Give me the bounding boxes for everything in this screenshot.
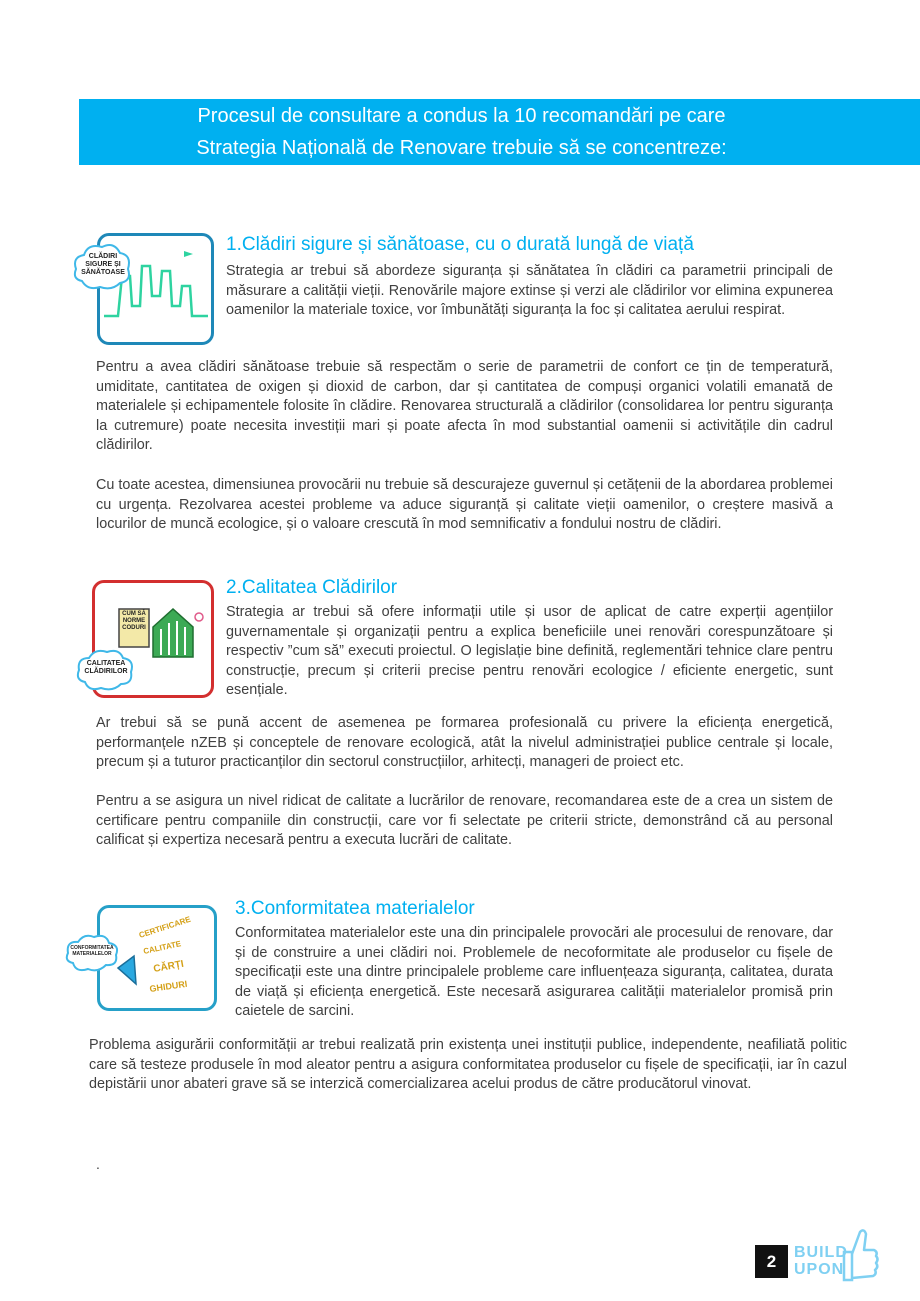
section-2-intro: Strategia ar trebui să ofere informații utile și usor de aplicat de catre experții agențiilor guvernamentale și organizații pentru a explica beneficiile unei renovări corespunzătoare și respectiv ”cum să” executi proiectul. O legislație bine definită, reglementări tehnice clare pentru construcție, precum și criterii precise pentru renovări ecologice / eficiente energetic, sunt esențiale. xyxy=(226,604,833,699)
banner-line-2: Strategia Națională de Renovare trebuie să se concentreze: xyxy=(196,137,727,159)
thumbs-up-icon xyxy=(838,1226,880,1289)
svg-text:CĂRȚI: CĂRȚI xyxy=(152,958,185,975)
section-1-title: 1.Clădiri sigure și sănătoase, cu o durată lungă de viață xyxy=(226,234,694,255)
section-3-title: 3.Conformitatea materialelor xyxy=(235,898,475,919)
cloud-icon xyxy=(64,933,120,973)
section-1-intro: Strategia ar trebui să abordeze siguranța și sănătatea în clădiri ca parametrii principali de măsurare a calității vieții. Renovările majore extinse și verzi ale clădirilor vor elimina expunerea oamenilor la materiale toxice, vor îmbunătăți siguranța la foc și calitatea aerului respirat. xyxy=(226,263,833,319)
banner-line-1: Procesul de consultare a condus la 10 recomandări pe care xyxy=(197,105,726,127)
svg-text:CALITATE: CALITATE xyxy=(142,939,182,956)
section-2-paragraph-2: Pentru a se asigura un nivel ridicat de calitate a lucrărilor de renovare, recomandarea este de a crea un sistem de certificare pentru companiile din construcții, care vor fi selectate pe criterii stricte, demonstrând că au personal calificat și expertiza necesară pentru a executa lucrări de calitate. xyxy=(96,793,833,849)
icon-caption: CONFORMITATEA MATERIALELOR xyxy=(70,945,114,957)
cloud-icon xyxy=(75,648,135,692)
section-3-intro: Conformitatea materialelor este una din principalele provocări ale procesului de renovare, dar și de construire a unei clădiri noi. Problemele de necoformitate ale produselor cu fișele de specificații este una dintre principalele probleme care influențeaza siguranța, calitatea, durata de viață și eficiența energetică. Este necesară asigurarea calității materialelor promisă prin caietele de sarcini. xyxy=(235,925,833,1020)
page-number: 2 xyxy=(755,1245,788,1278)
logo-line-2: UPON xyxy=(794,1261,845,1278)
scroll-caption: CUM SĂ NORME CODURI xyxy=(122,611,146,631)
stray-dot: . xyxy=(96,1156,100,1172)
section-3-paragraph-1: Problema asigurării conformității ar trebui realizată prin existența unei instituții publice, independente, neafiliată politic care să testeze produsele în mod aleator pentru a asigura conformitatea produselor cu fișele de specificații, iar în cazul depistării unor abateri grave să se interzică comercializarea acelui produs de către producătorul vinovat. xyxy=(89,1037,847,1093)
section-2-title: 2.Calitatea Clădirilor xyxy=(226,577,398,598)
svg-text:CERTIFICARE: CERTIFICARE xyxy=(137,914,192,940)
svg-text:GHIDURI: GHIDURI xyxy=(148,978,188,994)
icon-caption: CALITATEA CLĂDIRILOR xyxy=(84,660,128,675)
icon-caption: CLĂDIRI SIGURE ȘI SĂNĂTOASE xyxy=(81,253,125,276)
header-banner xyxy=(79,99,920,165)
logo-line-1: BUILD xyxy=(794,1244,848,1261)
section-1-paragraph-1: Pentru a avea clădiri sănătoase trebuie să respectăm o serie de parametrii de confort ce țin de temperatură, umiditate, cantitatea de oxigen și dioxid de carbon, dar și cantitatea de compuși organici volatili emanată de materialele și echipamentele folosite în clădire. Renovarea structurală a clădirilor (consolidarea lor pentru siguranța la cutremure) poate necesita investiții mari și poate afecta în mod substantial oamenii si activitățile din cadrul clădirilor. xyxy=(96,359,833,454)
section-1-paragraph-2: Cu toate acestea, dimensiunea provocării nu trebuie să descurajeze guvernul și cetățenii de la abordarea problemei cu urgența. Rezolvarea acestei probleme va aduce siguranță și calitate vieții oamenilor, o creștere masivă a locurilor de muncă ecologice, și o valoare crescută în mod semnificativ a fondului nostru de clădiri. xyxy=(96,477,833,533)
section-2-paragraph-1: Ar trebui să se pună accent de asemenea pe formarea profesională cu privere la eficiența energetică, performanțele nZEB și conceptele de renovare ecologică, atât la nivelul administrației publice centrale și locale, precum și a tuturor practicanților din sectorul construcțiilor, arhitecți, manageri de proiect etc. xyxy=(96,715,833,771)
cloud-icon xyxy=(72,241,132,293)
